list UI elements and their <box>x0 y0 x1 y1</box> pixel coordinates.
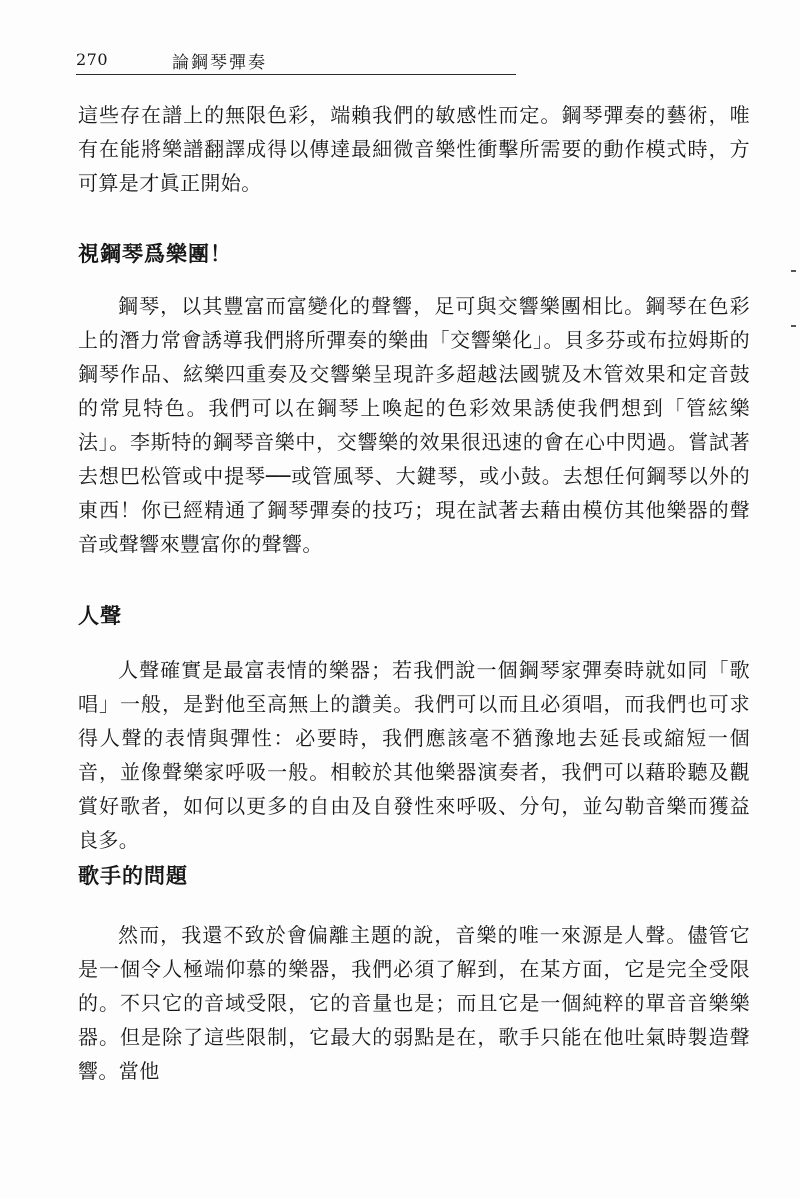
page-number: 270 <box>76 50 109 69</box>
section-paragraph-singer: 然而，我還不致於會偏離主題的說，音樂的唯一來源是人聲。儘管它是一個令人極端仰慕的樂器，我們必須了解到，在某方面，它是完全受限的。不只它的音域受限，它的音量也是；而且它是一個純粹的單音音樂樂器。但是除了這些限制，它最大的弱點是在，歌手只能在他吐氣時製造聲響。當他 <box>78 923 750 1083</box>
running-title: 論鋼琴彈奏 <box>172 53 267 73</box>
scan-margin-mark <box>791 325 796 327</box>
section-heading-orchestra: 視鋼琴爲樂團！ <box>78 241 232 266</box>
section-heading-voice: 人聲 <box>78 603 122 628</box>
section-paragraph-orchestra: 鋼琴，以其豐富而富變化的聲響，足可與交響樂團相比。鋼琴在色彩上的潛力常會誘導我們將所彈奏的樂曲「交響樂化」。貝多芬或布拉姆斯的鋼琴作品、絃樂四重奏及交響樂呈現許多超越法國號及木管效果和定音鼓的常見特色。我們可以在鋼琴上喚起的色彩效果誘使我們想到「管絃樂法」。李斯特的鋼琴音樂中，交響樂的效果很迅速的會在心中閃過。嘗試著去想巴松管或中提琴──或管風琴、大鍵琴，或小鼓。去想任何鋼琴以外的東西！你已經精通了鋼琴彈奏的技巧；現在試著去藉由模仿其他樂器的聲音或聲響來豐富你的聲響。 <box>78 294 750 556</box>
section-heading-singer: 歌手的問題 <box>78 863 188 888</box>
intro-paragraph: 這些存在譜上的無限色彩，端賴我們的敏感性而定。鋼琴彈奏的藝術，唯有在能將樂譜翻譯成得以傳達最細微音樂性衝擊所需要的動作模式時，方可算是才眞正開始。 <box>78 103 750 195</box>
scan-margin-mark <box>791 270 796 272</box>
running-header <box>76 48 516 75</box>
section-paragraph-voice: 人聲確實是最富表情的樂器；若我們說一個鋼琴家彈奏時就如同「歌唱」一般，是對他至高無上的讚美。我們可以而且必須唱，而我們也可求得人聲的表情與彈性：必要時，我們應該毫不猶豫地去延長或縮短一個音，並像聲樂家呼吸一般。相較於其他樂器演奏者，我們可以藉聆聽及觀賞好歌者，如何以更多的自由及自發性來呼吸、分句，並勾勒音樂而獲益良多。 <box>78 658 750 852</box>
